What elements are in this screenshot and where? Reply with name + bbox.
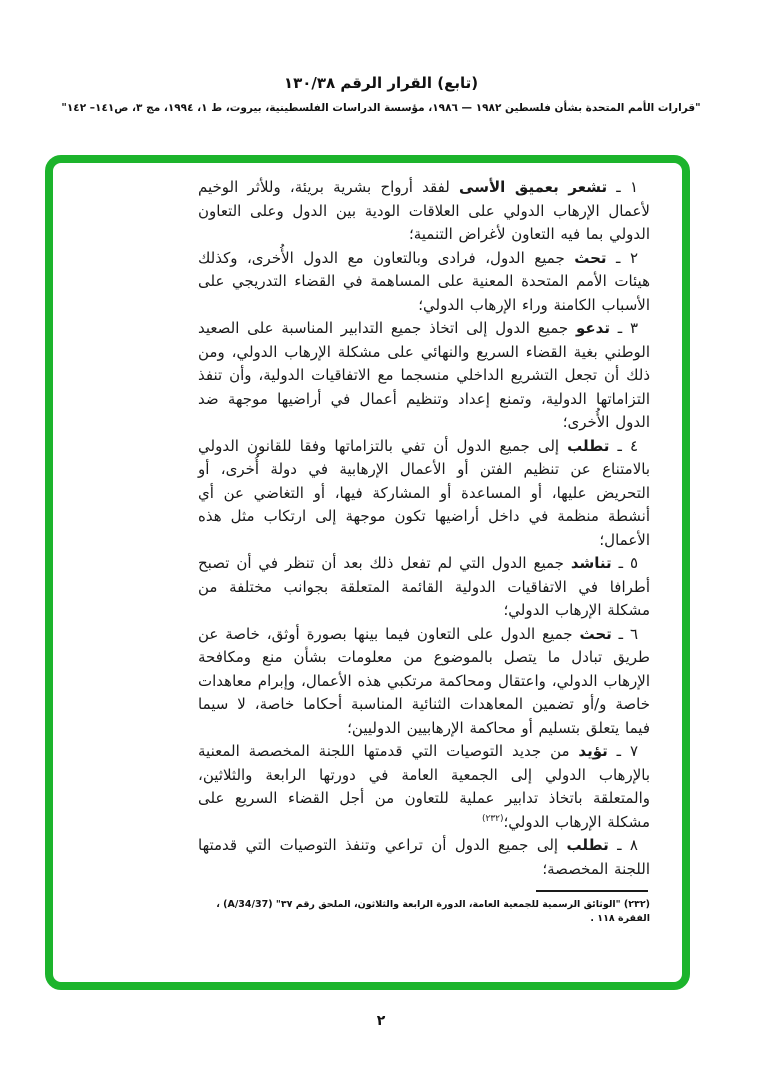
clause-3 — [198, 317, 650, 435]
clause-6 — [198, 623, 650, 741]
clause-7 — [198, 740, 650, 834]
footnote-separator — [536, 890, 648, 892]
clause-number: ٢ ـ — [606, 248, 638, 267]
clause-8 — [198, 834, 650, 881]
clause-keyword: تطلب — [566, 836, 609, 854]
clause-text: إلى جميع الدول أن تفي بالتزاماتها وفقا للقانون الدولي بالامتناع عن تنظيم الفتن أو الأعمال الإرهابية في دولة أُخرى، أو التحريض عليها، أو المساعدة أو المشاركة فيها، أو التغاضي عن أي أنشطة منظمة في داخل أراضيها تكون موجهة إلى ارتكاب مثل هذه الأعمال؛ — [198, 436, 650, 549]
clause-keyword: تطلب — [567, 436, 610, 455]
clause-text: جميع الدول، فرادى وبالتعاون مع الدول الأُخرى، وكذلك هيئات الأمم المتحدة المعنية على المساهمة في القضاء التدريجي على الأسباب الكامنة وراء الإرهاب الدولي؛ — [198, 248, 650, 314]
page-number: ٢ — [376, 1013, 386, 1029]
clause-2 — [198, 247, 650, 318]
clause-number: ٥ ـ — [611, 554, 638, 572]
clause-keyword: تشعر بعميق الأسى — [459, 178, 608, 196]
source-citation: "قرارات الأمم المتحدة بشأن فلسطين ١٩٨٢ — ١٩٨٦، مؤسسة الدراسات الفلسطينية، بيروت، ط ١، ١٩٩٤، مج ٣، ص١٤١– ١٤٢" — [61, 102, 701, 114]
footnote: (٢٣٢) "الوثائق الرسمية للجمعية العامة، الدورة الرابعة والثلاثون، الملحق رقم ٣٧" (A/34/37) ، الفقرة ١١٨ . — [216, 899, 650, 924]
clause-number: ٤ ـ — [609, 436, 638, 455]
clause-number: ١ ـ — [607, 178, 638, 196]
clause-text: جميع الدول على التعاون فيما بينها بصورة أوثق، خاصة عن طريق تبادل ما يتصل بالموضوع من معلومات بشأن منع ومكافحة الإرهاب الدولي، واعتقال ومحاكمة مرتكبي هذه الأعمال، وإبرام معاهدات خاصة و/أو تضمين المعاهدات الثنائية المناسبة أحكاما خاصة، لا سيما فيما يتعلق بتسليم أو محاكمة الإرهابيين الدوليين؛ — [198, 624, 650, 737]
clause-number: ٣ ـ — [609, 319, 638, 337]
clause-number: ٧ ـ — [607, 742, 638, 760]
clause-number: ٨ ـ — [608, 836, 638, 854]
clause-4 — [198, 435, 650, 553]
clause-text: من جديد التوصيات التي قدمتها اللجنة المخصصة المعنية بالإرهاب الدولي إلى الجمعية العامة في دورتها الرابعة والثلاثين، والمتعلقة باتخاذ تدابير عملية للتعاون من أجل القضاء السريع على مشكلة الإرهاب الدولي؛ — [198, 742, 650, 831]
footnote-ref: (٢٣٢) — [481, 813, 504, 824]
clause-5 — [198, 552, 650, 623]
clause-keyword: تحث — [579, 624, 612, 643]
clause-text: جميع الدول التي لم تفعل ذلك بعد أن تنظر في أن تصبح أطرافا في الاتفاقيات الدولية القائمة المتعلقة بجوانب مختلفة من مشكلة الإرهاب الدولي؛ — [198, 554, 650, 619]
clause-text: إلى جميع الدول أن تراعي وتنفذ التوصيات التي قدمتها اللجنة المخصصة؛ — [198, 836, 650, 878]
clause-number: ٦ ـ — [611, 624, 638, 643]
clause-1 — [198, 176, 650, 247]
clause-keyword: تؤيد — [578, 742, 608, 760]
clause-keyword: تحث — [574, 248, 607, 267]
clause-text: لفقد أرواح بشرية بريئة، وللأثر الوخيم لأعمال الإرهاب الدولي على العلاقات الودية بين الدول وعلى التعاون الدولي بما فيه التعاون لأغراض التنمية؛ — [198, 178, 650, 243]
resolution-body — [198, 176, 650, 926]
clause-text: جميع الدول إلى اتخاذ جميع التدابير المناسبة على الصعيد الوطني بغية القضاء السريع والنهائي على مشكلة الإرهاب الدولي، ومن ذلك أن تجعل التشريع الداخلي منسجما مع الاتفاقيات الدولية، وأن تنفذ التزاماتها الدولية، وتمنع إعداد وتنظيم أعمال في أراضيها موجهة ضد الدول الأُخرى؛ — [198, 319, 650, 431]
highlight-rectangle — [45, 155, 690, 990]
clause-keyword: تناشد — [570, 554, 612, 572]
clause-keyword: تدعو — [576, 319, 610, 337]
resolution-title: (تابع) القرار الرقم ١٣٠/٣٨ — [283, 74, 479, 92]
